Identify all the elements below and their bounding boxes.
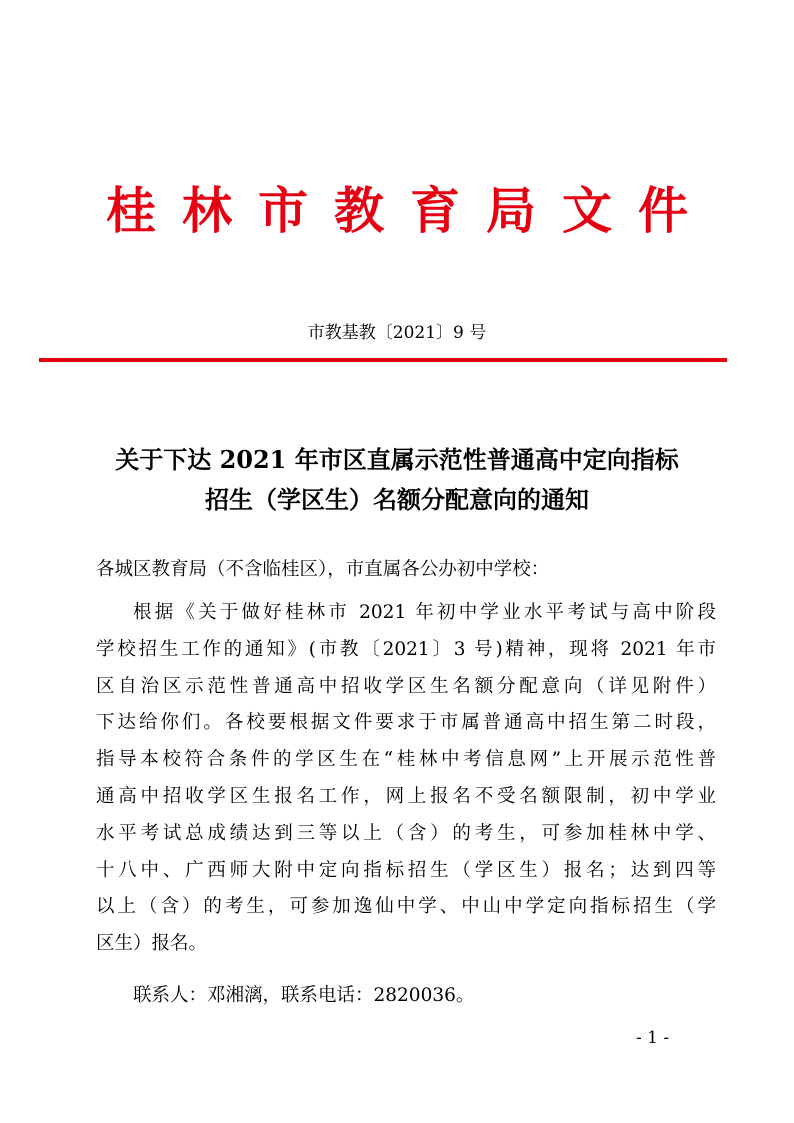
notice-title-line-2: 招生（学区生）名额分配意向的通知 — [205, 485, 589, 514]
red-divider-rule — [39, 358, 727, 362]
body-line: 水平考试总成绩达到三等以上（含）的考生，可参加桂林中学、 — [96, 822, 716, 844]
document-number: 市教基教〔2021〕9 号 — [307, 323, 487, 343]
body-line: 以上（含）的考生，可参加逸仙中学、中山中学定向指标招生（学 — [96, 896, 716, 918]
notice-title-line-1: 关于下达 2021 年市区直属示范性普通高中定向指标 — [115, 445, 679, 474]
body-paragraph — [96, 595, 716, 963]
notice-title — [40, 440, 754, 520]
body-line: 学校招生工作的通知》(市教〔2021〕3 号)精神，现将 2021 年市 — [96, 638, 716, 660]
salutation: 各城区教育局（不含临桂区），市直属各公办初中学校： — [96, 559, 550, 580]
body-line: 通高中招收学区生报名工作，网上报名不受名额限制，初中学业 — [96, 785, 716, 807]
body-line: 区自治区示范性普通高中招收学区生名额分配意向（详见附件） — [96, 675, 716, 697]
body-line: 十八中、广西师大附中定向指标招生（学区生）报名；达到四等 — [96, 859, 716, 881]
page-number: - 1 - — [636, 1028, 670, 1048]
body-line: 区生）报名。 — [96, 933, 208, 955]
body-line: 下达给你们。各校要根据文件要求于市属普通高中招生第二时段， — [96, 712, 716, 734]
document-header-title: 桂林市教育局文件 — [106, 182, 714, 240]
contact-info: 联系人：邓湘漓，联系电话：2820036。 — [133, 985, 475, 1006]
body-line: 指导本校符合条件的学区生在“桂林中考信息网”上开展示范性普 — [96, 749, 716, 771]
body-line: 根据《关于做好桂林市 2021 年初中学业水平考试与高中阶段 — [133, 602, 716, 623]
